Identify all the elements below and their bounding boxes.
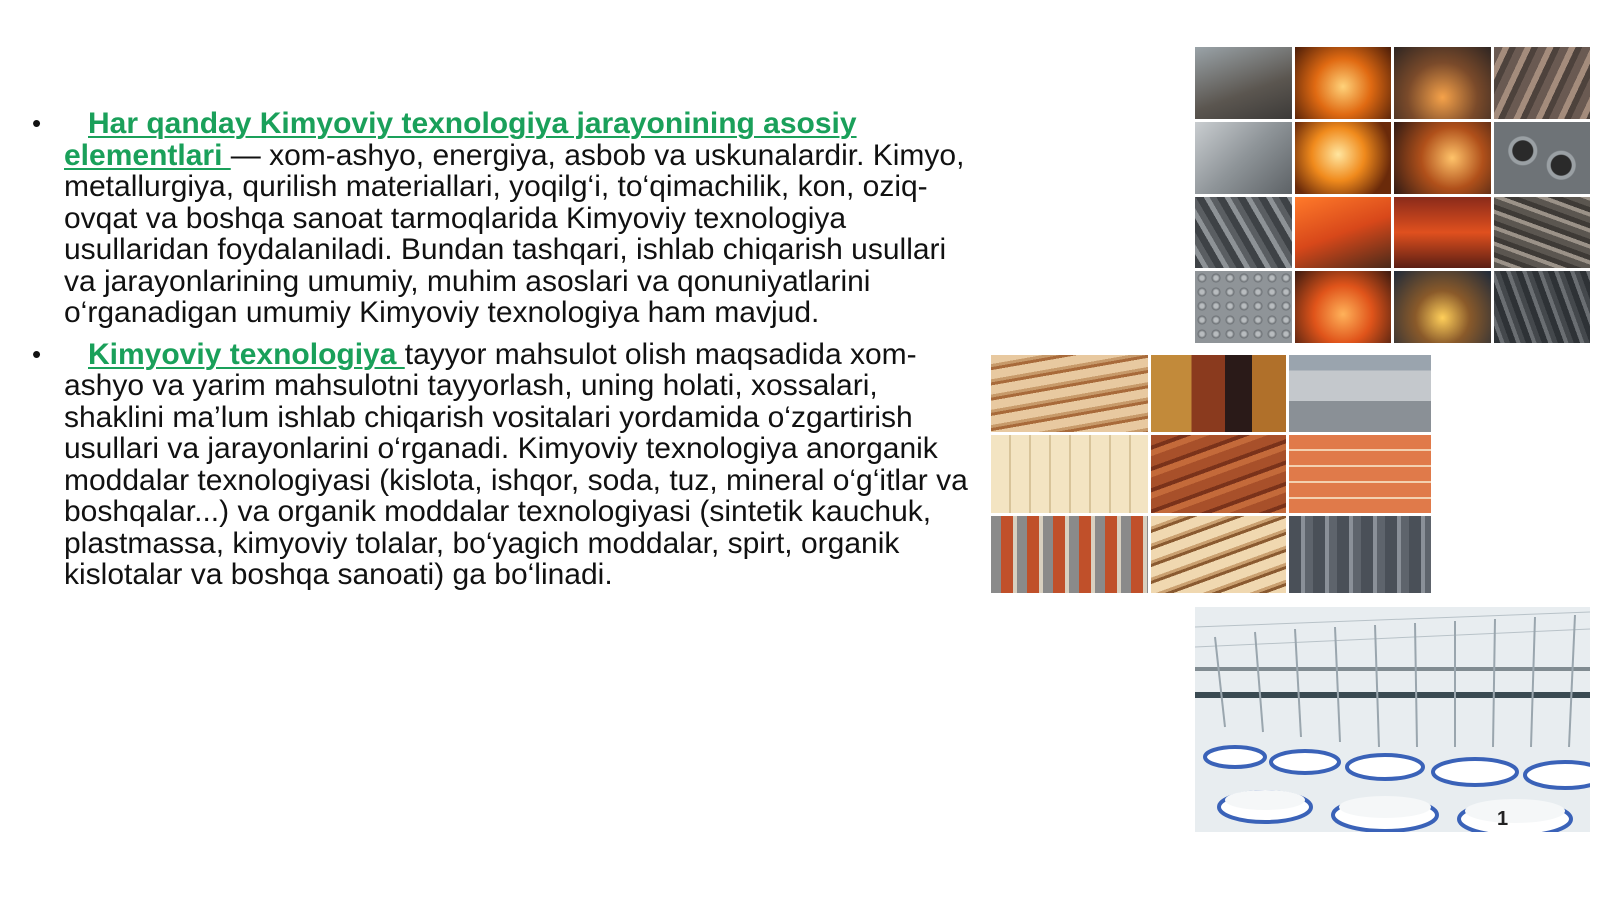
bullet-2-highlight-link[interactable]: Kimyoviy texnologiya	[88, 337, 405, 371]
bullet-dot: •	[32, 108, 42, 138]
collage-tile	[1289, 355, 1431, 432]
building-materials-collage-image	[991, 355, 1431, 593]
collage-tile	[1289, 516, 1431, 593]
bullet-item-1	[30, 108, 970, 329]
collage-tile	[1195, 122, 1292, 194]
collage-tile	[1394, 197, 1491, 269]
textile-photo-drawing	[1195, 607, 1590, 832]
collage-tile	[1195, 197, 1292, 269]
collage-tile	[1195, 47, 1292, 119]
metallurgy-collage-image	[1195, 47, 1590, 343]
collage-tile	[1394, 122, 1491, 194]
collage-tile	[1494, 271, 1591, 343]
bullet-1-text: — xom-ashyo, energiya, asbob va uskunalardir. Kimyo, metallurgiya, qurilish materiallari, yoqilg‘i, to‘qimachilik, kon, oziq-ovqat va boshqa sanoat tarmoqlarida Kimyoviy texnologiya usullaridan foydalaniladi. Bundan tashqari, ishlab chiqarish usullari va jarayonlarining umumiy, muhim asoslari va qonuniyatlarini o‘rganadigan umumiy Kimyoviy texnologiya ham mavjud.	[64, 138, 965, 329]
collage-tile	[1151, 516, 1286, 593]
bullet-2-text: tayyor mahsulot olish maqsadida xom-ashyo va yarim mahsulotni tayyorlash, uning holati, xossalari, shaklini ma’lum ishlab chiqarish vositalari yordamida o‘zgartirish usullari va jarayonlarini o‘rganadi. Kimyoviy texnologiya anorganik moddalar texnologiyasi (kislota, ishqor, soda, tuz, mineral o‘g‘itlar va boshqalar...) va organik moddalar texnologiyasi (sintetik kauchuk, plastmassa, kimyoviy tolalar, bo‘yagich moddalar, spirt, organik kislotalar va boshqa sanoati) ga bo‘linadi.	[64, 337, 968, 591]
collage-tile	[1394, 271, 1491, 343]
collage-tile	[1494, 47, 1591, 119]
collage-tile	[991, 355, 1148, 432]
slide-text-body	[30, 108, 970, 601]
bullet-item-2	[30, 339, 970, 591]
collage-tile	[1295, 47, 1392, 119]
bullet-1-highlight-link[interactable]: Har qanday Kimyoviy texnologiya jarayonining asosiy elementlari	[64, 107, 857, 172]
collage-tile	[991, 516, 1148, 593]
collage-tile	[1195, 271, 1292, 343]
collage-tile	[1295, 197, 1392, 269]
slide-number: 1	[1497, 808, 1509, 830]
collage-tile	[1295, 122, 1392, 194]
bullet-dot: •	[32, 338, 42, 369]
collage-tile	[1151, 435, 1286, 512]
textile-spinning-machines-image	[1195, 607, 1590, 832]
collage-tile	[1289, 435, 1431, 512]
collage-tile	[1151, 355, 1286, 432]
collage-tile	[1494, 197, 1591, 269]
collage-tile	[1295, 271, 1392, 343]
collage-tile	[1394, 47, 1491, 119]
collage-tile	[1494, 122, 1591, 194]
collage-tile	[991, 435, 1148, 512]
